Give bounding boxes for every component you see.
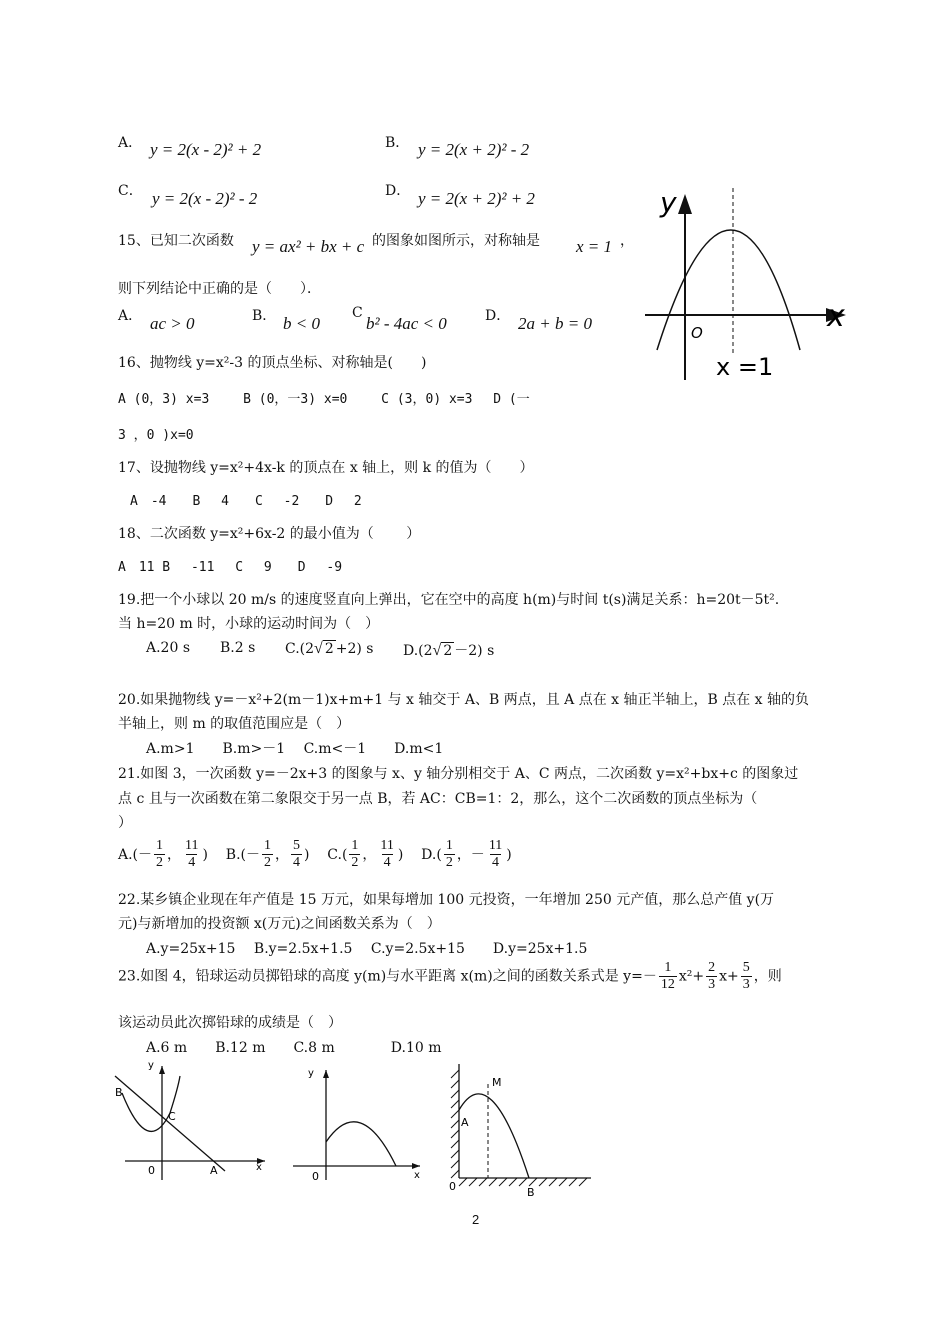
q15-parabola-graph — [640, 180, 860, 390]
fig4-wall-hatch — [451, 1070, 459, 1178]
fig4-point-m: M — [492, 1076, 502, 1089]
q21-option-d: D.( $\frac{1}{2}$ ，－ $\frac{11}{4}$ ) — [421, 838, 512, 870]
fig3-parabola — [122, 1076, 180, 1131]
figmid-origin: 0 — [312, 1170, 319, 1182]
q14-b-expr: y = 2(x + 2)² - 2 — [418, 140, 530, 159]
q19-option-c — [285, 640, 373, 658]
q23-options: A.6 m B.12 m C.8 m D.10 m — [146, 1040, 442, 1056]
q21-option-a: A.(－ $\frac{1}{2}$ ， $\frac{11}{4}$ ) — [118, 838, 208, 870]
q15-y-arrow-icon — [678, 194, 692, 214]
q19-d-pre: D.(2 — [403, 643, 433, 659]
fig4-point-b: B — [527, 1186, 535, 1199]
fraction: $\frac{11}{4}$ — [185, 838, 199, 870]
q15-middle: 的图象如图所示，对称轴是 — [372, 233, 540, 249]
q15-y-label: y — [660, 186, 677, 219]
page-number: 2 — [472, 1212, 480, 1227]
q20-line2: 半轴上，则 m 的取值范围应是（ ） — [118, 716, 351, 732]
q15-d-expr: 2a + b = 0 — [518, 314, 592, 333]
q19-option-d — [403, 640, 494, 660]
q19-c-post: +2) s — [335, 641, 374, 657]
fraction: $\frac{5}{3}$ — [742, 960, 750, 992]
q21-option-c: C.( $\frac{1}{2}$ ， $\frac{11}{4}$ ) — [327, 838, 404, 870]
figmid-curve — [326, 1122, 396, 1166]
q15-b-expr: b < 0 — [283, 314, 320, 333]
fig3-x-label: x — [256, 1162, 262, 1173]
fraction: $\frac{1}{2}$ — [264, 838, 271, 870]
q14-c-expr: y = 2(x - 2)² - 2 — [152, 189, 258, 208]
fig3-origin: 0 — [148, 1164, 155, 1177]
sqrt-icon: √ — [314, 640, 323, 657]
q15-origin-label: O — [691, 324, 703, 342]
q14-a-label: A． — [118, 135, 143, 151]
q15-d-label: D． — [485, 308, 511, 324]
q15-parabola — [657, 230, 800, 350]
figmid-x-label: x — [414, 1170, 420, 1181]
q19-d-radicand: 2 — [443, 643, 453, 659]
q23-line1: 23.如图 4，铅球运动员掷铅球的高度 y(m)与水平距离 x(m)之间的函数关系式是 y=－ $\frac{1}{12}$ x²+ $\frac{2}{3}$ x+ $\frac{5}{3}$ ，则 — [118, 960, 782, 992]
q14-d-label: D． — [385, 183, 411, 199]
fraction: $\frac{1}{12}$ — [660, 960, 675, 992]
fig3-line — [115, 1076, 225, 1171]
fig4-point-a: A — [461, 1116, 469, 1129]
fig3-point-c: C — [168, 1110, 176, 1123]
fraction: $\frac{1}{2}$ — [156, 838, 164, 870]
q20-options: A.m>1 B.m>－1 C.m<－1 D.m<1 — [146, 741, 444, 757]
q19-c-radicand: 2 — [324, 641, 334, 657]
q14-d-expr: y = 2(x + 2)² + 2 — [418, 189, 535, 208]
q16-stem: 16、抛物线 y=x²-3 的顶点坐标、对称轴是( ) — [118, 355, 427, 371]
q15-prefix: 15、已知二次函数 — [118, 233, 234, 249]
q17-options: A -4 B 4 C -2 D 2 — [130, 494, 362, 509]
q19-line2: 当 h=20 m 时，小球的运动时间为（ ） — [118, 616, 380, 632]
fig4-trajectory — [459, 1094, 529, 1178]
fraction: $\frac{11}{4}$ — [380, 838, 394, 870]
q14-a-expr: y = 2(x - 2)² + 2 — [150, 140, 262, 159]
q19-option-b: B.2 s — [220, 640, 256, 656]
q14-b-label: B． — [385, 135, 410, 151]
q16-options-line1: A (0，3) x=3 B (0，一3) x=0 C (3，0) x=3 D (一 — [118, 392, 530, 407]
q15-a-expr: ac > 0 — [150, 314, 195, 333]
q15-c-label: C — [352, 305, 363, 321]
fig3-y-label: y — [148, 1060, 154, 1071]
q15-end: ， — [620, 233, 634, 249]
sqrt-icon: √ — [432, 642, 442, 659]
q21-line1: 21.如图 3，一次函数 y=－2x+3 的图象与 x、y 轴分别相交于 A、C 两点，二次函数 y=x²+bx+c 的图象过 — [118, 766, 799, 782]
q21-option-b: B.(－ $\frac{1}{2}$ ， $\frac{5}{4}$ ) — [225, 838, 310, 870]
q15-axis: x = 1 — [576, 237, 613, 256]
q19-option-a: A.20 s — [146, 640, 191, 656]
figure-3 — [110, 1058, 270, 1183]
q21-a-label: A.(－ — [118, 846, 153, 863]
q15-line2: 则下列结论中正确的是（ ）． — [118, 281, 321, 297]
q20-line1: 20.如果抛物线 y=－x²+2(m－1)x+m+1 与 x 轴交于 A、B 两点，且 A 点在 x 轴正半轴上，B 点在 x 轴的负 — [118, 692, 810, 708]
q15-a-label: A． — [118, 308, 143, 324]
fig3-point-a: A — [210, 1164, 218, 1177]
q19-line1: 19.把一个小球以 20 m/s 的速度竖直向上弹出，它在空中的高度 h(m)与时间 t(s)满足关系：h=20t－5t². — [118, 592, 780, 608]
q23-line2: 该运动员此次掷铅球的成绩是（ ） — [118, 1015, 342, 1031]
q18-options: A 11 B -11 C 9 D -9 — [118, 560, 343, 575]
fraction: $\frac{1}{2}$ — [351, 838, 359, 870]
q18-stem: 18、二次函数 y=x²+6x-2 的最小值为（ ） — [118, 526, 421, 542]
q21-options — [118, 838, 512, 871]
fig3-point-b: B — [115, 1086, 123, 1099]
q22-options: A.y=25x+15 B.y=2.5x+1.5 C.y=2.5x+15 D.y=25x+1.5 — [146, 941, 588, 957]
fraction: $\frac{5}{4}$ — [293, 838, 300, 870]
fraction: $\frac{11}{4}$ — [488, 838, 503, 870]
fraction: $\frac{2}{3}$ — [708, 960, 716, 992]
q22-line1: 22.某乡镇企业现在年产值是 15 万元，如果每增加 100 元投资，一年增加 250 元产值，那么总产值 y(万 — [118, 892, 775, 908]
figmid-y-label: y — [308, 1068, 314, 1079]
q19-d-post: －2) s — [454, 643, 495, 659]
q15-c-expr: b² - 4ac < 0 — [366, 314, 447, 333]
q23-pre: 23.如图 4，铅球运动员掷铅球的高度 y(m)与水平距离 x(m)之间的函数关系式是 y=－ — [118, 968, 657, 985]
q21-line3: ） — [118, 815, 132, 831]
q14-c-label: C． — [118, 183, 143, 199]
q15-func: y = ax² + bx + c — [252, 237, 365, 256]
q15-axis-label: x =1 — [716, 353, 774, 381]
q15-b-label: B． — [252, 308, 277, 324]
q19-c-pre: C.(2 — [285, 641, 315, 657]
q15-x-label: x — [827, 299, 845, 334]
q17-stem: 17、设抛物线 y=x²+4x-k 的顶点在 x 轴上，则 k 的值为（ ） — [118, 460, 534, 476]
figure-middle — [288, 1062, 428, 1182]
q21-line2: 点 c 且与一次函数在第二象限交于另一点 B，若 AC：CB=1：2，那么，这个二次函数的顶点坐标为（ — [118, 791, 758, 807]
q16-options-line2: 3 ，0 )x=0 — [118, 428, 194, 443]
fig4-origin: 0 — [449, 1180, 456, 1193]
q22-line2: 元)与新增加的投资额 x(万元)之间函数关系为（ ） — [118, 916, 441, 932]
fraction: $\frac{1}{2}$ — [445, 838, 453, 870]
fig4-ground-hatch — [459, 1178, 587, 1186]
figure-4 — [445, 1062, 595, 1202]
